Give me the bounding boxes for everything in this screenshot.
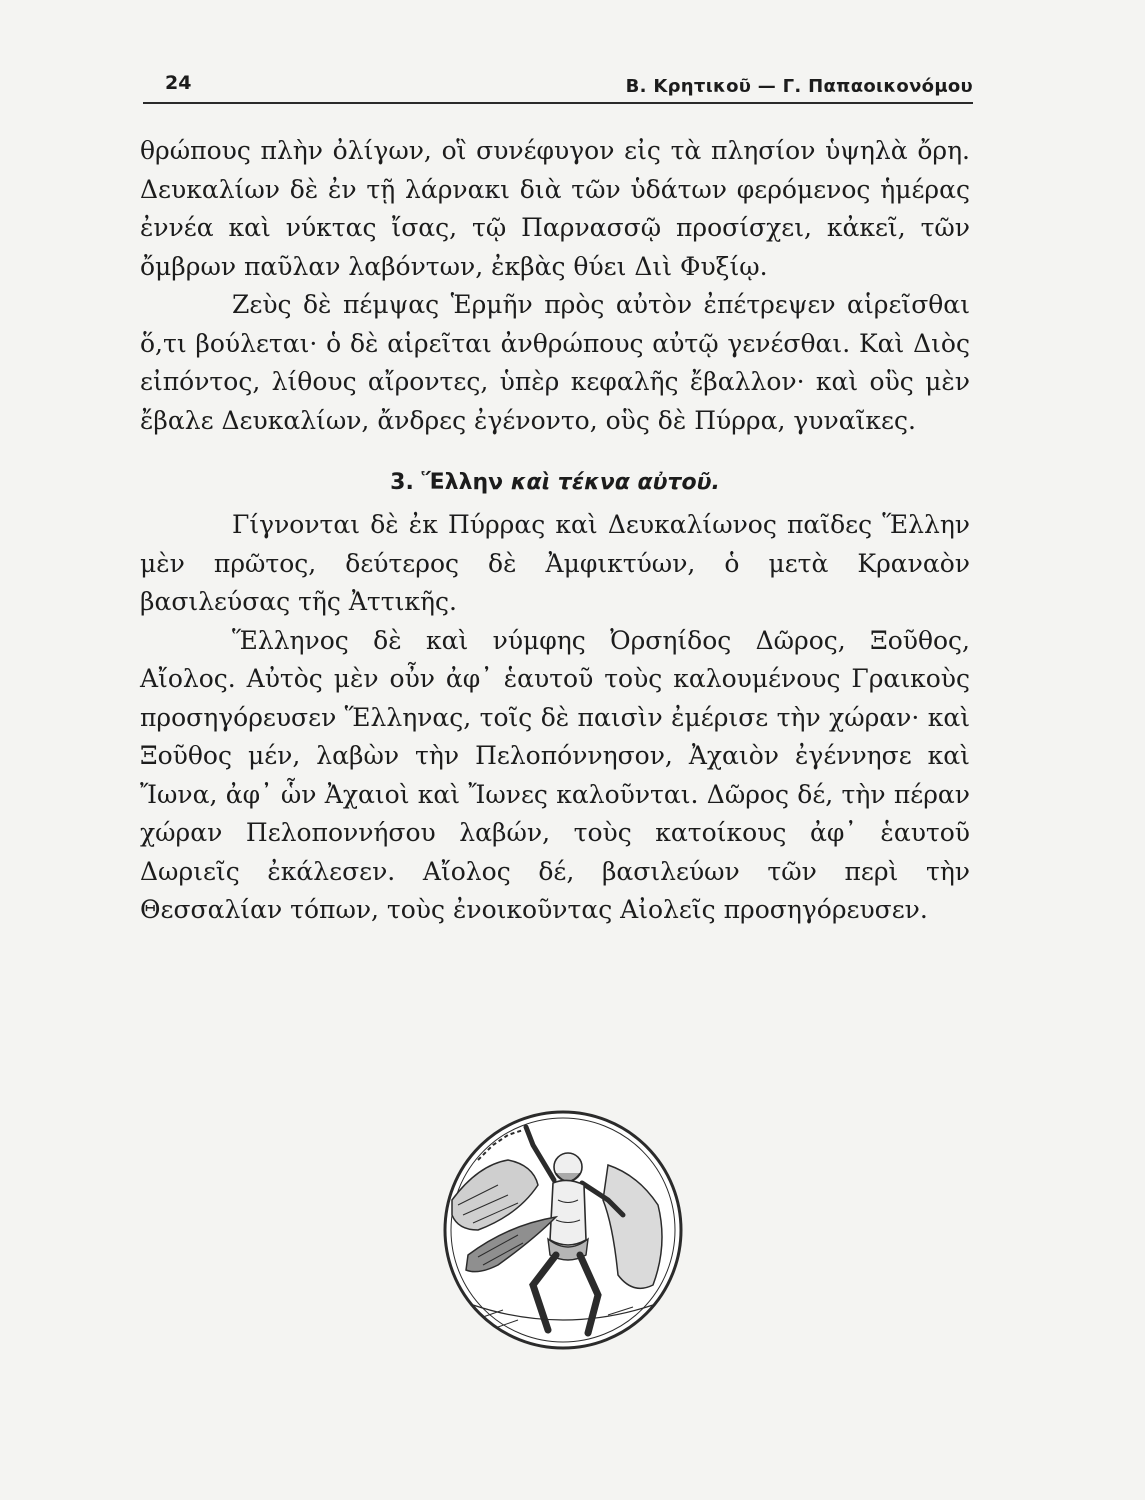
paragraph-1: θρώπους πλὴν ὀλίγων, οἳ συνέφυγον εἰς τὰ πλησίον ὑψηλὰ ὄρη. Δευκαλίων δὲ ἐν τῇ λάρνακι διὰ τῶν ὑδάτων φερόμενος ἡμέρας ἐννέα καὶ νύκτας ἴσας, τῷ Παρνασσῷ προσίσχει, κἀκεῖ, τῶν ὄμβρων παῦλαν λαβόντων, ἐκβὰς θύει Διὶ Φυξίῳ.: [140, 136, 970, 281]
page-header: [143, 68, 973, 104]
paragraph-2: Ζεὺς δὲ πέμψας Ἑρμῆν πρὸς αὐτὸν ἐπέτρεψεν αἱρεῖσθαι ὅ,τι βούλεται· ὁ δὲ αἱρεῖται ἀνθρώπους αὐτῷ γενέσθαι. Καὶ Διὸς εἰπόντος, λίθους αἴροντες, ὑπὲρ κεφαλῆς ἔβαλλον· καὶ οὓς μὲν ἔβαλε Δευκαλίων, ἄνδρες ἐγένοντο, οὓς δὲ Πύρρα, γυναῖκες.: [140, 290, 970, 435]
paragraph-4: Ἕλληνος δὲ καὶ νύμφης Ὀρσηίδος Δῶρος, Ξοῦθος, Αἴολος. Αὐτὸς μὲν οὖν ἀφ᾽ ἑαυτοῦ τοὺς καλουμένους Γραικοὺς προσηγόρευσεν Ἕλληνας, τοῖς δὲ παισὶν ἐμέρισε τὴν χώραν· καὶ Ξοῦθος μέν, λαβὼν τὴν Πελοπόννησον, Ἀχαιὸν ἐγέννησε καὶ Ἴωνα, ἀφ᾽ ὧν Ἀχαιοὶ καὶ Ἴωνες καλοῦνται. Δῶρος δέ, τὴν πέραν χώραν Πελοποννήσου λαβών, τοὺς κατοίκους ἀφ᾽ ἑαυτοῦ Δωριεῖς ἐκάλεσεν. Αἴολος δέ, βασιλεύων τῶν περὶ τὴν Θεσσαλίαν τόπων, τοὺς ἐνοικοῦντας Αἰολεῖς προσηγόρευσεν.: [140, 625, 970, 924]
section-title-italic: καὶ τέκνα αὐτοῦ.: [510, 470, 720, 495]
running-head: Β. Κρητικοῦ — Γ. Παπαοικονόμου: [625, 76, 973, 97]
section-title-main: Ἕλλην: [421, 470, 504, 495]
section-heading: [140, 464, 970, 502]
paragraph-3: Γίγνονται δὲ ἐκ Πύρρας καὶ Δευκαλίωνος παῖδες Ἕλλην μὲν πρῶτος, δεύτερος δὲ Ἀμφικτύων, ὁ μετὰ Κραναὸν βασιλεύσας τῆς Ἀττικῆς.: [140, 510, 970, 616]
chained-figure-vignette-icon: [438, 1105, 688, 1355]
section-number: 3.: [390, 470, 414, 495]
body-text: [140, 132, 970, 930]
page-number: 24: [165, 72, 192, 94]
vignette-svg: [438, 1105, 688, 1355]
